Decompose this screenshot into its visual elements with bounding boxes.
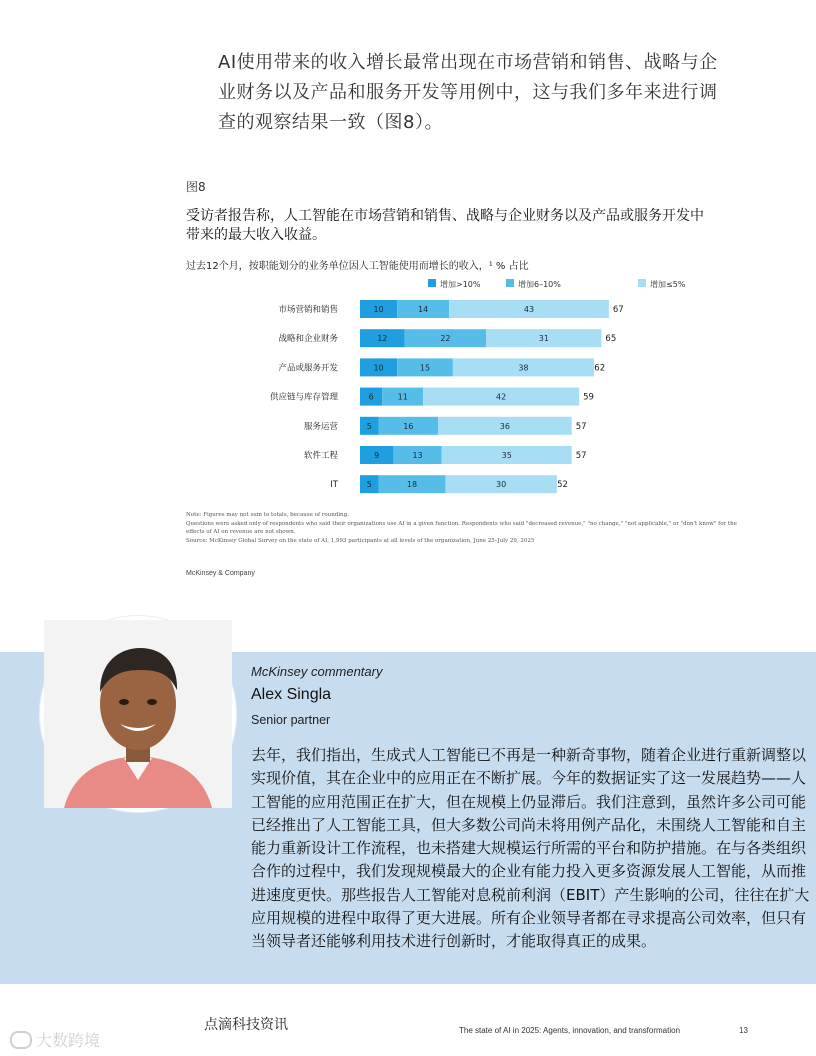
- note-source: Source: McKinsey Global Survey on the state of AI, 1,993 participants at all levels of the organization, June 25–July 29, 2025: [186, 537, 535, 544]
- avatar: [44, 620, 232, 808]
- note-questions: Questions were asked only of respondents who said their organizations use AI in a given function. Respondents who said "decreased revenue," "no change," "not applicable," or "don't know" for the effects of AI on revenue are not shown.: [186, 520, 737, 535]
- commentator-role: Senior partner: [251, 713, 331, 727]
- bar-total-label: 57: [575, 451, 587, 461]
- bar-value-label: 42: [496, 392, 507, 402]
- bar-value-label: 10: [373, 305, 384, 314]
- watermark: [10, 1028, 100, 1051]
- bar-total-label: 59: [583, 392, 594, 403]
- figure-subtitle: 过去12个月，按职能划分的业务单位因人工智能使用而增长的收入，¹ % 占比: [186, 261, 529, 272]
- bar-total-label: 62: [594, 363, 606, 374]
- bar-total-label: 57: [575, 421, 587, 432]
- stacked-bar-chart: [186, 275, 686, 495]
- category-label: 软件工程: [303, 451, 338, 461]
- commentary-body: 去年，我们指出，生成式人工智能已不再是一种新奇事物，随着企业进行重新调整以实现价值，其在企业中的应用正在不断扩展。今年的数据证实了这一发展趋势——人工智能的应用范围正在扩大，但在规模上仍显滞后。我们注意到，虽然许多公司可能已经推出了人工智能工具，但大多数公司尚未将用例产品化，未围绕人工智能和自主能力重新设计工作流程，也未搭建大规模运行所需的平台和防护措施。在与各类组织合作的过程中，我们发现规模最大的企业有能力投入更多资源发展人工智能，从而推进速度更快。那些报告人工智能对息税前利润（EBIT）产生影响的公司，往往在扩大应用规模的进程中取得了更大进展。所有企业领导者都在寻求提高公司效率，但只有当领导者还能够利用技术进行创新时，才能取得真正的成果。: [251, 746, 810, 951]
- watermark-text: 大数跨境: [36, 1031, 101, 1050]
- bar-value-label: 31: [538, 334, 549, 344]
- bar-value-label: 6: [368, 392, 374, 402]
- footer-brand: 点滴科技资讯: [204, 1017, 288, 1033]
- legend-swatch: [638, 279, 646, 287]
- legend-label: 增加>10%: [440, 280, 481, 289]
- category-label: IT: [330, 480, 338, 491]
- bar-value-label: 9: [374, 451, 380, 460]
- note-rounding: Note: Figures may not sum to totals, because of rounding.: [186, 512, 349, 518]
- mckinsey-credit: McKinsey & Company: [186, 570, 255, 577]
- bar-value-label: 10: [373, 363, 384, 373]
- bar-value-label: 16: [403, 421, 414, 431]
- commentator-name: Alex Singla: [251, 686, 332, 703]
- footer-report-title: The state of AI in 2025: Agents, innovation, and transformation: [459, 1026, 681, 1035]
- bar-total-label: 52: [557, 480, 568, 491]
- bar-value-label: 30: [496, 480, 507, 490]
- bar-total-label: 65: [605, 334, 617, 345]
- category-label: 供应链与库存管理: [269, 392, 338, 403]
- figure-label: 图8: [186, 180, 206, 194]
- intro-paragraph: AI使用带来的收入增长最常出现在市场营销和销售、战略与企业财务以及产品和服务开发等用例中，这与我们多年来进行调查的观察结果一致（图8）。: [218, 52, 718, 133]
- bar-total-label: 67: [612, 305, 624, 315]
- commentary-label: McKinsey commentary: [251, 664, 383, 679]
- watermark-logo-icon: [10, 1031, 32, 1049]
- bar-value-label: 22: [440, 334, 451, 344]
- figure-notes: [186, 511, 746, 545]
- legend-label: 增加≤5%: [650, 280, 686, 289]
- portrait-icon: [44, 620, 232, 808]
- bar-value-label: 11: [397, 392, 408, 402]
- bar-value-label: 43: [523, 305, 535, 314]
- bar-value-label: 18: [406, 480, 418, 490]
- figure-title: 受访者报告称，人工智能在市场营销和销售、战略与企业财务以及产品或服务开发中带来的最大收入收益。: [186, 208, 704, 243]
- page-number: 13: [739, 1026, 748, 1035]
- bar-value-label: 12: [377, 334, 388, 344]
- category-label: 服务运营: [303, 421, 338, 432]
- bar-value-label: 38: [518, 363, 529, 373]
- bar-value-label: 13: [412, 451, 423, 460]
- legend-label: 增加6–10%: [518, 280, 561, 289]
- bar-value-label: 15: [419, 363, 431, 373]
- bar-value-label: 14: [418, 305, 429, 314]
- legend-swatch: [428, 279, 436, 287]
- bar-value-label: 35: [501, 451, 512, 460]
- category-label: 战略和企业财务: [278, 334, 338, 345]
- category-label: 产品或服务开发: [278, 363, 338, 374]
- bar-value-label: 36: [499, 421, 510, 431]
- legend-swatch: [506, 279, 514, 287]
- bar-value-label: 5: [366, 480, 372, 490]
- bar-value-label: 5: [366, 421, 372, 431]
- category-label: 市场营销和销售: [278, 305, 338, 315]
